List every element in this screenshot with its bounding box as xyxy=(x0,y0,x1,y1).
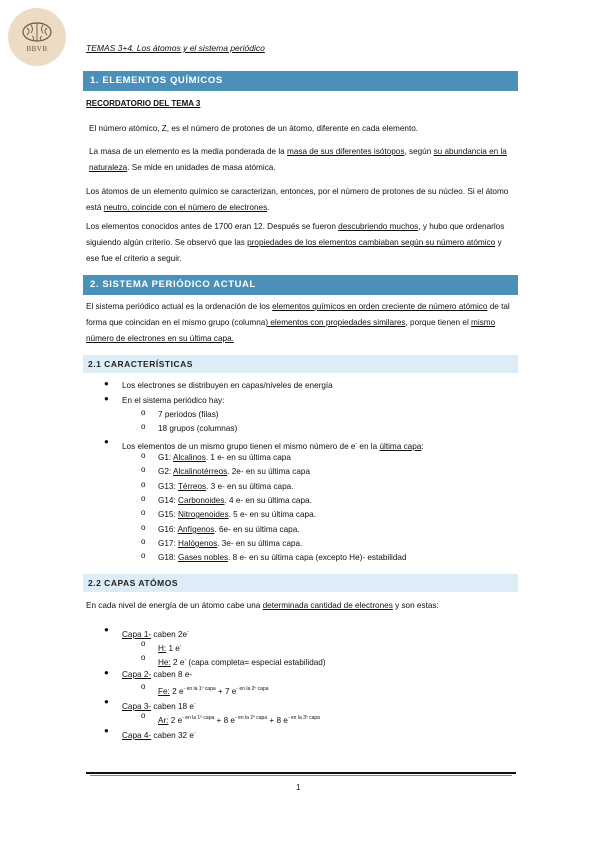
paragraph-masa: La masa de un elemento es la media ponderada de la masa de sus diferentes isótopos, según su abundancia en la naturaleza. Se mide en unidades de masa atómica. xyxy=(89,147,507,172)
list-item-mismo-grupo: Los elementos de un mismo grupo tienen el mismo número de e- en la última capa: xyxy=(122,441,424,451)
circle-bullet-icon: o xyxy=(141,508,146,517)
document-header-title: TEMAS 3+4. Los átomos y el sistema periódico xyxy=(86,43,265,53)
list-item-group: G16: Anfígenos. 6e- en su última capa. xyxy=(158,525,300,534)
bullet-icon: ● xyxy=(104,625,109,634)
list-item-argon: Ar: 2 $e^{- en la 1º capa} + 8$ $e^{- en la 2º capa} + 8$ $e^{- en la 3º capa}$ xyxy=(158,715,320,725)
list-item-group: G2: Alcalinotérreos. 2e- en su última capa xyxy=(158,467,311,476)
bullet-icon: ● xyxy=(104,668,109,677)
paragraph-numero-atomico: El número atómico, Z, es el número de protones de un átomo, diferente en cada elemento. xyxy=(89,124,419,133)
circle-bullet-icon: o xyxy=(141,551,146,560)
page-number: 1 xyxy=(296,783,301,792)
list-item-group: G1: Alcalinos. 1 e- en su última capa xyxy=(158,453,291,462)
logo xyxy=(8,8,66,66)
list-item-grupos: 18 grupos (columnas) xyxy=(158,424,238,433)
circle-bullet-icon: o xyxy=(141,682,146,691)
bullet-icon: ● xyxy=(104,394,109,403)
list-item-capa-4: Capa 4- caben 32 e- xyxy=(122,730,196,740)
list-item-helio: He: 2 e- (capa completa= especial estabilidad) xyxy=(158,657,326,667)
circle-bullet-icon: o xyxy=(141,451,146,460)
paragraph-capas-intro: En cada nivel de energía de un átomo cabe una determinada cantidad de electrones y son estas: xyxy=(86,601,439,610)
section-2-heading: 2. SISTEMA PERIÓDICO ACTUAL xyxy=(83,275,518,295)
circle-bullet-icon: o xyxy=(141,537,146,546)
paragraph-historia: Los elementos conocidos antes de 1700 eran 12. Después se fueron descubriendo muchos, y hubo que ordenarlos siguiendo algún criterio. Se observó que las propiedades de los elementos cambiaban según su número atómico y ese fue el criterio a seguir. xyxy=(86,222,505,263)
bullet-icon: ● xyxy=(104,726,109,735)
circle-bullet-icon: o xyxy=(141,653,146,662)
subsection-2-2-heading: 2.2 CAPAS ATÓMOS xyxy=(83,574,518,592)
bullet-icon: ● xyxy=(104,437,109,446)
list-item-hay: En el sistema periódico hay: xyxy=(122,396,225,405)
list-item-capa-2: Capa 2- caben 8 e- xyxy=(122,670,193,679)
circle-bullet-icon: o xyxy=(141,408,146,417)
paragraph-caracterizacion: Los átomos de un elemento químico se caracterizan, entonces, por el número de protones de su núcleo. Si el átomo está neutro, coincide con el número de electrones. xyxy=(86,187,509,212)
list-item-group: G14: Carbonoides. 4 e- en su última capa. xyxy=(158,496,312,505)
logo-text: BBVB xyxy=(26,45,48,53)
list-item-capa-1: Capa 1- caben 2e- xyxy=(122,629,189,639)
circle-bullet-icon: o xyxy=(141,711,146,720)
list-item-group: G13: Térreos. 3 e- en su última capa. xyxy=(158,482,294,491)
list-item-group: G18: Gases nobles. 8 e- en su última capa (excepto He)- estabilidad xyxy=(158,553,407,562)
circle-bullet-icon: o xyxy=(141,422,146,431)
footer-divider xyxy=(86,772,516,774)
circle-bullet-icon: o xyxy=(141,465,146,474)
circle-bullet-icon: o xyxy=(141,523,146,532)
subsection-2-1-heading: 2.1 CARACTERÍSTICAS xyxy=(83,355,518,373)
section-1-heading: 1. ELEMENTOS QUÍMICOS xyxy=(83,71,518,91)
recordatorio-heading: RECORDATORIO DEL TEMA 3 xyxy=(86,99,201,108)
list-item-periodos: 7 periodos (filas) xyxy=(158,410,219,419)
footer-divider-thin xyxy=(90,775,512,776)
circle-bullet-icon: o xyxy=(141,639,146,648)
list-item-group: G15: Nitrogenoides. 5 e- en su última capa. xyxy=(158,510,316,519)
paragraph-sistema-periodico: El sistema periódico actual es la ordenación de los elementos químicos en orden creciente de número atómico de tal forma que coincidan en el mismo grupo (columna) elementos con propiedades similares, porque tienen el mismo número de electrones en su última capa. xyxy=(86,302,510,343)
list-item-capas: Los electrones se distribuyen en capas/niveles de energía xyxy=(122,381,333,390)
circle-bullet-icon: o xyxy=(141,480,146,489)
list-item-capa-3: Capa 3- caben 18 e- xyxy=(122,701,196,711)
bullet-icon: ● xyxy=(104,379,109,388)
list-item-group: G17: Halógenos. 3e- en su última capa. xyxy=(158,539,303,548)
brain-icon xyxy=(21,21,53,43)
list-item-hierro: Fe: 2 $e^{- en la 1º capa} + 7$ $e^{- en la 2º capa}$ xyxy=(158,686,269,696)
circle-bullet-icon: o xyxy=(141,494,146,503)
list-item-hidrogeno: H: 1 e- xyxy=(158,643,182,653)
bullet-icon: ● xyxy=(104,697,109,706)
